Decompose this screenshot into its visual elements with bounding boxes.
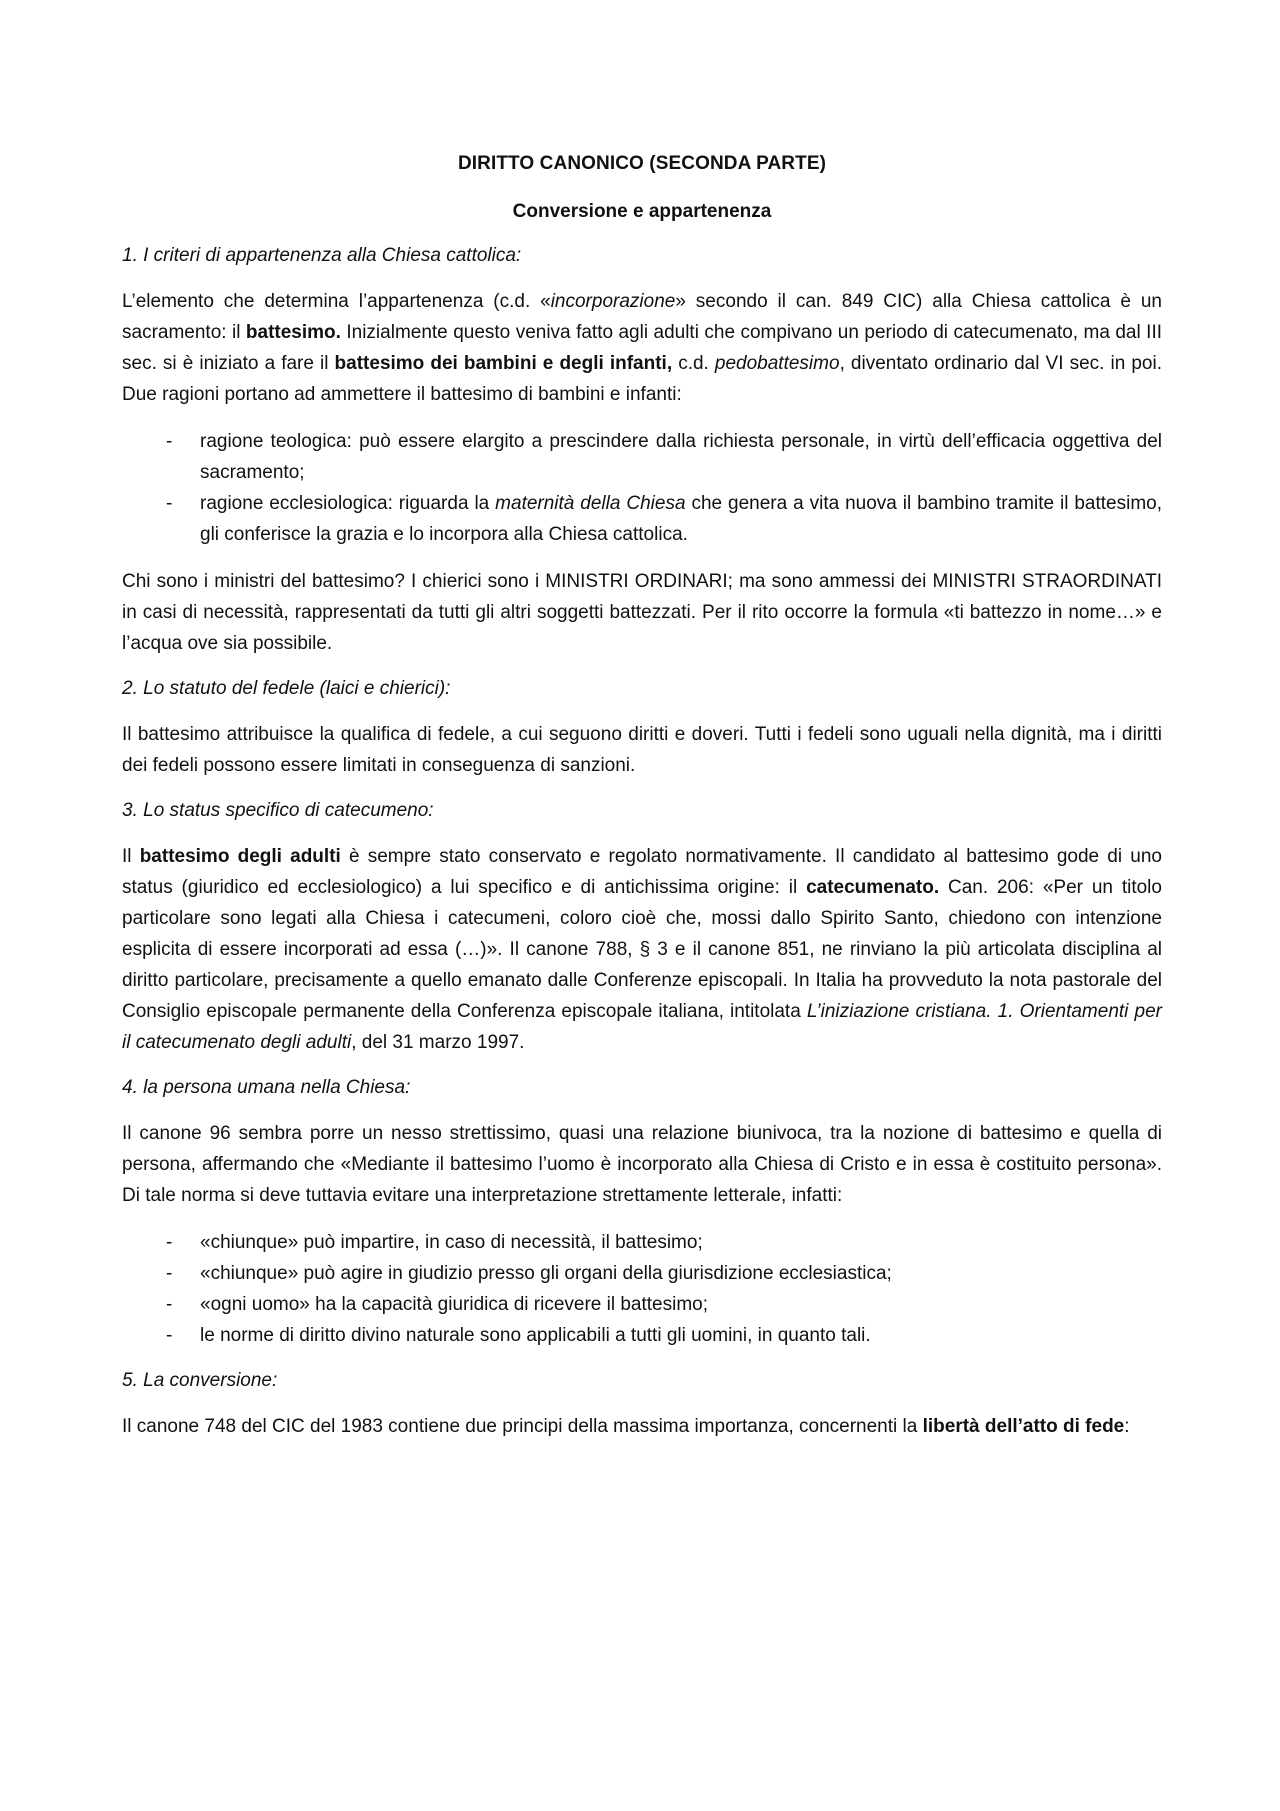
document-title: DIRITTO CANONICO (SECONDA PARTE) [457, 153, 827, 174]
list-item-text: «ogni uomo» ha la capacità giuridica di ricevere il battesimo; [200, 1294, 708, 1315]
paragraph: Il canone 96 sembra porre un nesso strettissimo, quasi una relazione biunivoca, tra la nozione di battesimo e quella di persona, affermando che «Mediante il battesimo l’uomo è incorporato alla Chiesa di Cristo e in essa è costituito persona». Di tale norma si deve tuttavia evitare una interpretazione strettamente letterale, infatti: [122, 1123, 1162, 1206]
bullet-list [122, 426, 1162, 550]
list-item-text-italic: maternità della Chiesa [495, 493, 686, 514]
paragraph: Il battesimo attribuisce la qualifica di fedele, a cui seguono diritti e doveri. Tutti i fedeli sono uguali nella dignità, ma i diritti dei fedeli possono essere limitati in conseguenza di sanzioni. [122, 724, 1162, 776]
text-run: è sempre stato conservato e regolato normativamente. Il candidato al battesimo gode di uno status (giuridico ed ecclesiologico) a lui specifico e di antichissima origine: il [122, 846, 1162, 898]
list-dash: - [166, 493, 173, 514]
document-subtitle: Conversione e appartenenza [512, 201, 772, 222]
list-item-text: le norme di diritto divino naturale sono applicabili a tutti gli uomini, in quanto tali. [200, 1325, 871, 1346]
text-run-italic: incorporazione [550, 291, 676, 312]
list-item [122, 1320, 1162, 1351]
paragraph [122, 1411, 1162, 1442]
bullet-list [122, 1227, 1162, 1351]
text-run-italic: pedobattesimo [714, 353, 840, 374]
section-heading: 2. Lo statuto del fedele (laici e chierici): [122, 678, 451, 699]
text-run: , del 31 marzo 1997. [351, 1032, 525, 1053]
text-run-bold: battesimo. [245, 322, 341, 343]
list-item-text: che genera a vita nuova il bambino tramite il battesimo, gli conferisce la grazia e lo incorpora alla Chiesa cattolica. [200, 493, 1163, 545]
text-run: L’elemento che determina l’appartenenza (c.d. « [122, 291, 551, 312]
section-heading: 4. la persona umana nella Chiesa: [122, 1077, 411, 1098]
list-dash: - [166, 1232, 173, 1253]
text-run-bold: catecumenato. [806, 877, 940, 898]
list-item [122, 1289, 1162, 1320]
list-item-text: «chiunque» può agire in giudizio presso gli organi della giurisdizione ecclesiastica; [200, 1263, 892, 1284]
text-run: Il [122, 846, 140, 867]
text-run: Inizialmente questo veniva fatto agli adulti che compivano un periodo di catecumenato, ma dal III sec. si è iniziato a fare il [122, 322, 1162, 374]
paragraph: Chi sono i ministri del battesimo? I chierici sono i MINISTRI ORDINARI; ma sono ammessi dei MINISTRI STRAORDINATI in casi di necessità, rappresentati da tutti gli altri soggetti battezzati. Per il rito occorre la formula «ti battezzo in nome…» e l’acqua ove sia possibile. [122, 571, 1162, 654]
text-run-bold: battesimo dei bambini e degli infanti, [334, 353, 673, 374]
list-dash: - [166, 1263, 173, 1284]
list-item [122, 1227, 1162, 1258]
section-heading: 1. I criteri di appartenenza alla Chiesa cattolica: [122, 245, 522, 266]
section-heading: 3. Lo status specifico di catecumeno: [122, 800, 434, 821]
list-item [122, 426, 1162, 488]
paragraph [122, 841, 1162, 1058]
text-run: , diventato ordinario dal VI sec. in poi. Due ragioni portano ad ammettere il battesimo di bambini e infanti: [122, 353, 1162, 405]
list-item [122, 488, 1162, 550]
list-item-text: ragione teologica: può essere elargito a prescindere dalla richiesta personale, in virtù dell’efficacia oggettiva del sacramento; [200, 431, 1162, 483]
list-dash: - [166, 431, 173, 452]
list-dash: - [166, 1294, 173, 1315]
text-run: » secondo il can. 849 CIC) alla Chiesa cattolica è un sacramento: il [122, 291, 1162, 343]
text-run-italic: L’iniziazione cristiana. 1. Orientamenti per il catecumenato degli adulti [122, 1001, 1162, 1053]
text-run: c.d. [672, 353, 715, 374]
list-item [122, 1258, 1162, 1289]
list-item-text: «chiunque» può impartire, in caso di necessità, il battesimo; [200, 1232, 703, 1253]
text-run: Il canone 748 del CIC del 1983 contiene due principi della massima importanza, concernenti la [122, 1416, 923, 1437]
text-run-bold: libertà dell’atto di fede [922, 1416, 1125, 1437]
text-run: Can. 206: «Per un titolo particolare sono legati alla Chiesa i catecumeni, coloro cioè che, mossi dallo Spirito Santo, chiedono con intenzione esplicita di essere incorporati ad essa (…)». Il canone 788, § 3 e il canone 851, ne rinviano la più articolata disciplina al diritto particolare, precisamente a quello emanato dalle Conferenze episcopali. In Italia ha provveduto la nota pastorale del Consiglio episcopale permanente della Conferenza episcopale italiana, intitolata [122, 877, 1162, 1022]
paragraph [122, 286, 1162, 410]
text-run-bold: battesimo degli adulti [139, 846, 341, 867]
section-heading: 5. La conversione: [122, 1370, 278, 1391]
text-run: : [1124, 1416, 1130, 1437]
list-dash: - [166, 1325, 173, 1346]
list-item-text: ragione ecclesiologica: riguarda la [200, 493, 496, 514]
